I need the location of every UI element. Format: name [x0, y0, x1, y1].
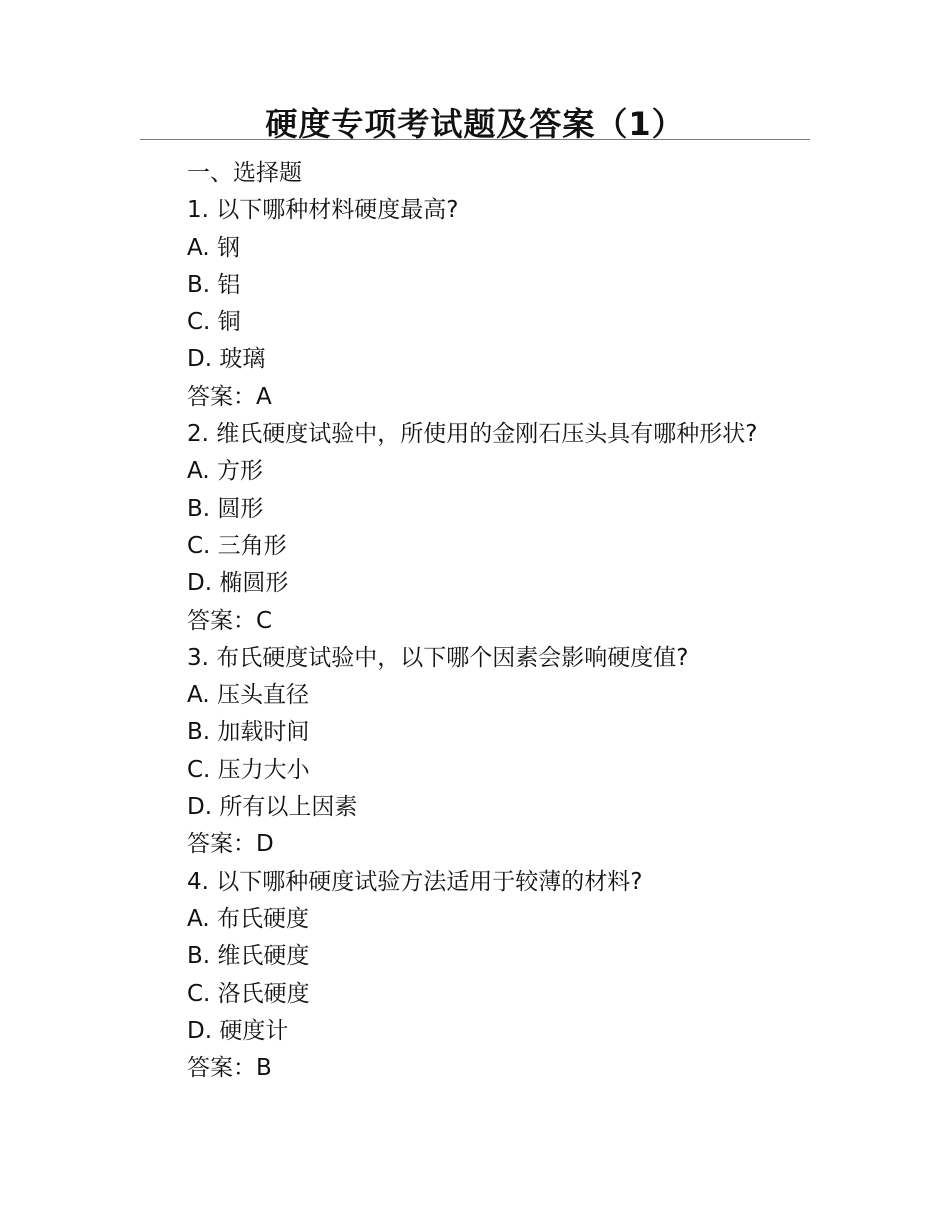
option-d: D. 硬度计 — [187, 1017, 289, 1044]
option-b: B. 圆形 — [187, 495, 264, 522]
option-c: C. 洛氏硬度 — [187, 980, 310, 1007]
option-c: C. 压力大小 — [187, 756, 310, 783]
question-block-4 — [187, 864, 827, 1088]
document-title: 硬度专项考试题及答案（1） — [265, 105, 685, 143]
document-body — [187, 155, 827, 1087]
question-text: 3. 布氏硬度试验中，以下哪个因素会影响硬度值? — [187, 644, 689, 671]
question-text: 1. 以下哪种材料硬度最高? — [187, 197, 459, 224]
option-d: D. 玻璃 — [187, 346, 266, 373]
option-a: A. 方形 — [187, 458, 263, 485]
answer-line: 答案：B — [187, 1055, 272, 1082]
option-a: A. 压头直径 — [187, 682, 309, 709]
answer-line: 答案：D — [187, 831, 274, 858]
option-a: A. 布氏硬度 — [187, 905, 309, 932]
option-d: D. 所有以上因素 — [187, 794, 358, 821]
option-c: C. 铜 — [187, 309, 241, 336]
question-text: 2. 维氏硬度试验中，所使用的金刚石压头具有哪种形状? — [187, 421, 758, 448]
answer-line: 答案：C — [187, 607, 273, 634]
question-block-2 — [187, 416, 827, 640]
option-b: B. 铝 — [187, 271, 241, 298]
question-block-1 — [187, 192, 827, 416]
option-a: A. 钢 — [187, 234, 240, 261]
question-block-3 — [187, 640, 827, 864]
answer-line: 答案：A — [187, 383, 272, 410]
option-d: D. 椭圆形 — [187, 570, 289, 597]
option-b: B. 维氏硬度 — [187, 943, 310, 970]
title-underline — [140, 139, 810, 140]
option-c: C. 三角形 — [187, 532, 287, 559]
option-b: B. 加载时间 — [187, 719, 310, 746]
section-heading: 一、选择题 — [187, 160, 302, 186]
question-text: 4. 以下哪种硬度试验方法适用于较薄的材料? — [187, 868, 643, 895]
